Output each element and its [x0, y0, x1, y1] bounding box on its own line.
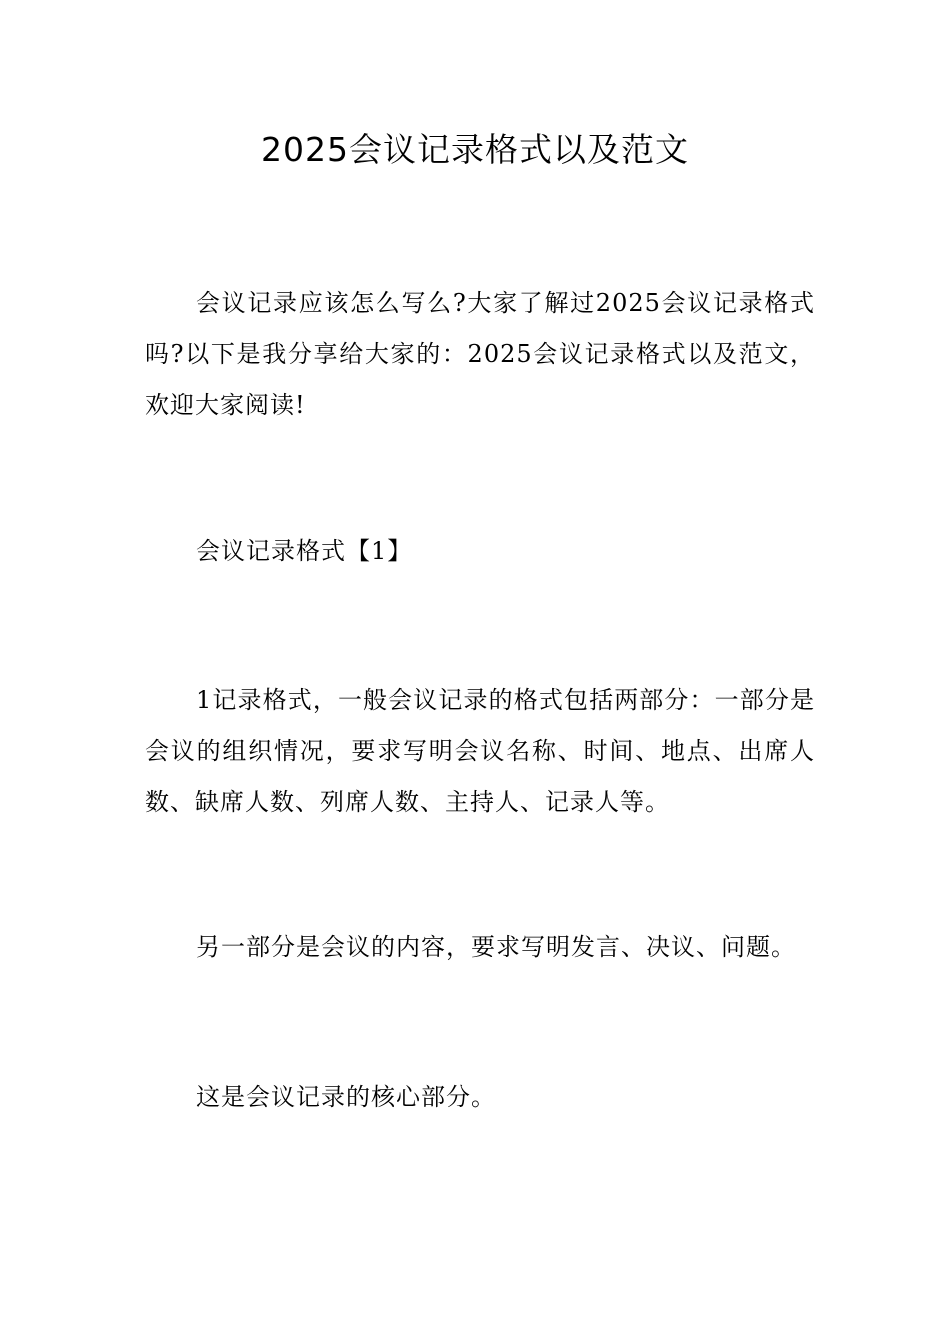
intro-paragraph: 会议记录应该怎么写么?大家了解过2025会议记录格式吗?以下是我分享给大家的：2025会议记录格式以及范文，欢迎大家阅读! — [145, 289, 815, 419]
section-heading: 会议记录格式【1】 — [196, 537, 413, 565]
content-paragraph: 另一部分是会议的内容，要求写明发言、决议、问题。 — [196, 933, 796, 961]
core-paragraph: 这是会议记录的核心部分。 — [196, 1083, 496, 1111]
document-title: 2025会议记录格式以及范文 — [261, 130, 689, 169]
format-paragraph: 1记录格式，一般会议记录的格式包括两部分：一部分是会议的组织情况，要求写明会议名称、时间、地点、出席人数、缺席人数、列席人数、主持人、记录人等。 — [145, 686, 815, 816]
